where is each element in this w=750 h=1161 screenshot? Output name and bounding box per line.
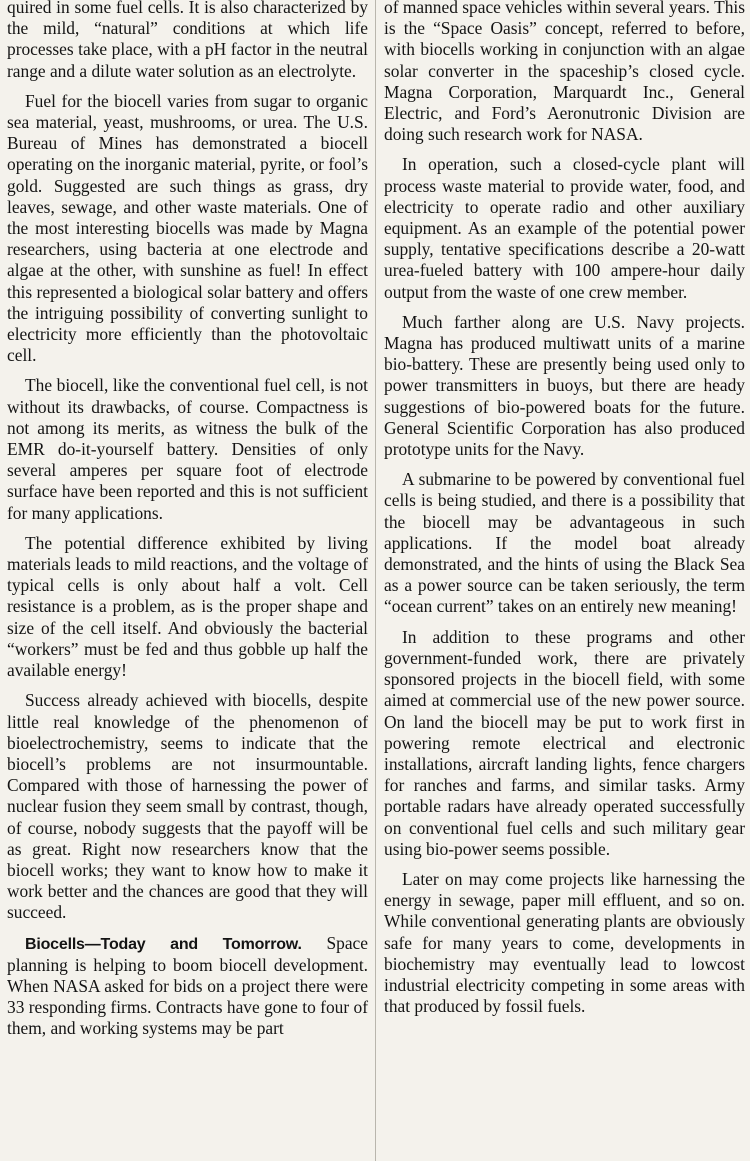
paragraph-today-tomorrow <box>7 933 368 1040</box>
paragraph-submarine: A submarine to be powered by conventional fuel cells is being studied, and there is a possibility that the biocell may be advantageous in such applications. If the model boat already demonstrated, and the hints of using the Black Sea as a power source can be taken seriously, the term “ocean current” takes on an entirely new meaning! <box>384 469 745 617</box>
section-subheading-text: Space planning is helping to boom biocell development. When NASA asked for bids on a project there were 33 responding firms. Contracts have gone to four of them, and working systems may be part <box>7 932 368 1039</box>
left-column <box>7 0 368 1161</box>
paragraph-drawbacks: The biocell, like the conventional fuel cell, is not without its drawbacks, of course. Compactness is not among its merits, as witness the bulk of the EMR do-it-yourself battery. Densities of only several amperes per square foot of electrode surface have been reported and this is not sufficient for many applications. <box>7 375 368 523</box>
paragraph-biocell-fuel: Fuel for the biocell varies from sugar to organic sea material, yeast, mushrooms, or urea. The U.S. Bureau of Mines has demonstrated a biocell operating on the inorganic material, pyrite, or fool’s gold. Suggested are such things as grass, dry leaves, sewage, and other waste materials. One of the most interesting biocells was made by Magna researchers, using bacteria at one electrode and algae at the other, with sunshine as fuel! In effect this represented a biological solar battery and offers the intriguing possibility of converting sunlight to electricity more efficiently than the photovoltaic cell. <box>7 90 368 366</box>
paragraph-future: Later on may come projects like harnessing the energy in sewage, paper mill effluent, and so on. While conventional generating plants are obviously safe for many years to come, developments in biochemistry may eventually lead to lowcost industrial electricity competing in some areas with that produced by fossil fuels. <box>384 868 745 1017</box>
paragraph-closed-cycle: In operation, such a closed-cycle plant will process waste material to provide water, food, and electricity to operate radio and other auxiliary equipment. As an example of the potential power supply, tentative specifications describe a 20-watt urea-fueled battery with 100 ampere-hour daily output from the waste of one crew member. <box>384 154 745 302</box>
paragraph-space-oasis: of manned space vehicles within several years. This is the “Space Oasis” concept, referred to before, with biocells working in conjunction with an algae solar converter in the spaceship’s closed cycle. Magna Corporation, Marquardt Inc., General Electric, and Ford’s Aeronutronic Division are doing such research work for NASA. <box>384 0 745 145</box>
paragraph-success: Success already achieved with biocells, despite little real knowledge of the phenomenon of bioelectrochemistry, seems to indicate that the biocell’s problems are not insurmountable. Compared with those of harnessing the power of nuclear fusion they seem small by contrast, though, of course, nobody suggests that the payoff will be as great. Right now researchers know that the biocell works; they want to know how to make it work better and the chances are good that they will succeed. <box>7 690 368 923</box>
right-column <box>384 0 745 1161</box>
paragraph-potential-difference: The potential difference exhibited by living materials leads to mild reactions, and the voltage of typical cells is only about half a volt. Cell resistance is a problem, as is the proper shape and size of the cell itself. And obviously the bacterial “workers” must be fed and thus gobble up half the available energy! <box>7 532 368 681</box>
section-subheading: Biocells—Today and Tomorrow. <box>25 935 302 953</box>
paragraph-continued: quired in some fuel cells. It is also characterized by the mild, “natural” conditions at which life processes take place, with a pH factor in the neutral range and a dilute water solution as an electrolyte. <box>7 0 368 81</box>
paragraph-navy-projects: Much farther along are U.S. Navy projects. Magna has produced multiwatt units of a marine bio-battery. These are presently being used only to power transmitters in buoys, but there are heady suggestions of bio-powered boats for the future. General Scientific Corporation has also produced prototype units for the Navy. <box>384 311 745 460</box>
paragraph-private-projects: In addition to these programs and other government-funded work, there are privately sponsored projects in the biocell field, with some aimed at commercial use of the new power source. On land the biocell may be put to work first in powering remote electrical and electronic installations, aircraft landing lights, fence chargers for ranches and farms, and similar tasks. Army portable radars have already operated successfully on conventional fuel cells and such military gear using bio-power seems possible. <box>384 626 745 859</box>
column-divider <box>375 0 376 1161</box>
